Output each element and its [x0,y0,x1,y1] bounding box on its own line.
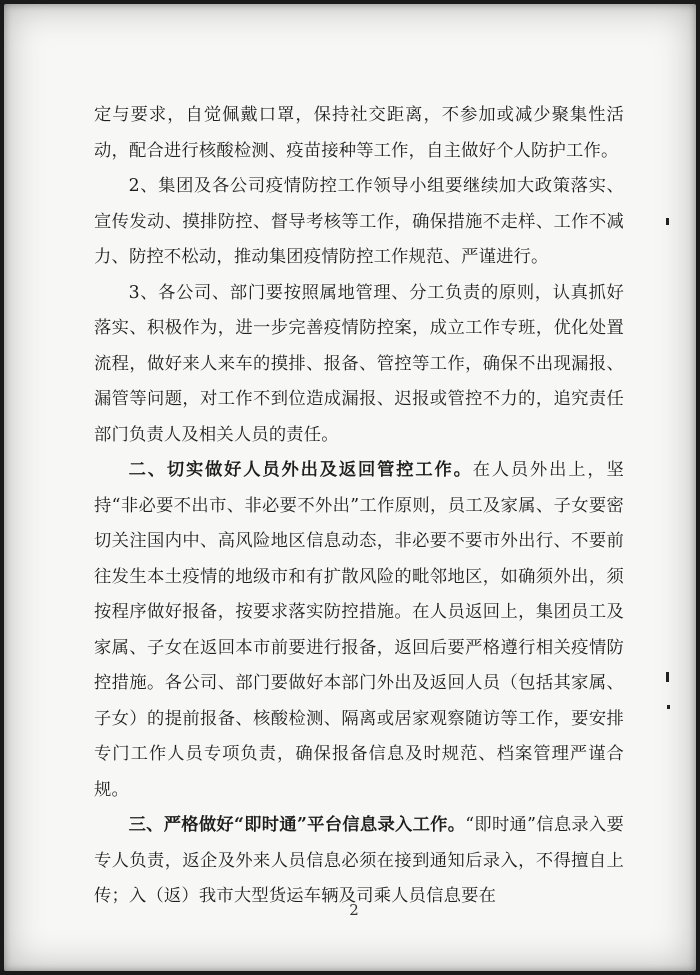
binding-mark [666,218,669,225]
paragraph-text: “即时通”信息录入要专人负责，返企及外来人员信息必须在接到通知后录入，不得擅自上传；入（返）我市大型货运车辆及司乘人员信息要在 [94,815,625,906]
paragraph-text: 在人员外出上，坚持“非必要不出市、非必要不外出”工作原则，员工及家属、子女要密切关注国内中、高风险地区信息动态，非必要不要市外出行、不要前往发生本土疫情的地级市和有扩散风险的毗邻地区，如确须外出，须按程序做好报备，按要求落实防控措施。在人员返回上，集团员工及家属、子女在返回本市前要进行报备，返回后要严格遵行相关疫情防控措施。各公司、部门要做好本部门外出及返回人员（包括其家属、子女）的提前报备、核酸检测、隔离或居家观察随访等工作，要安排专门工作人员专项负责，确保报备信息及时规范、档案管理严谨合规。 [94,460,624,800]
section-heading: 三、严格做好“即时通”平台信息录入工作。 [128,815,466,835]
paragraph-text: 2、集团及各公司疫情防控工作领导小组要继续加大政策落实、宣传发动、摸排防控、督导考核等工作，确保措施不走样、工作不减力、防控不松动，推动集团疫情防控工作规范、严谨进行。 [94,176,624,267]
paragraph-item-2 [94,169,624,276]
page-number: 2 [349,901,359,919]
binding-mark [667,705,670,709]
document-body [94,98,624,915]
paragraph-item-3 [94,276,624,454]
paragraph-text: 3、各公司、部门要按照属地管理、分工负责的原则，认真抓好落实、积极作为，进一步完善疫情防控案，成立工作专班，优化处置流程，做好来人来车的摸排、报备、管控等工作，确保不出现漏报、漏管等问题，对工作不到位造成漏报、迟报或管控不力的，追究责任部门负责人及相关人员的责任。 [94,282,624,445]
paragraph-intro-continuation [94,98,624,169]
paragraph-text: 定与要求，自觉佩戴口罩，保持社交距离，不参加或减少聚集性活动，配合进行核酸检测、疫苗接种等工作，自主做好个人防护工作。 [94,105,624,161]
paragraph-section-3 [94,808,624,915]
document-page [4,4,696,971]
paragraph-section-2 [94,453,624,808]
section-heading: 二、切实做好人员外出及返回管控工作。 [128,460,473,480]
binding-mark [666,672,669,682]
